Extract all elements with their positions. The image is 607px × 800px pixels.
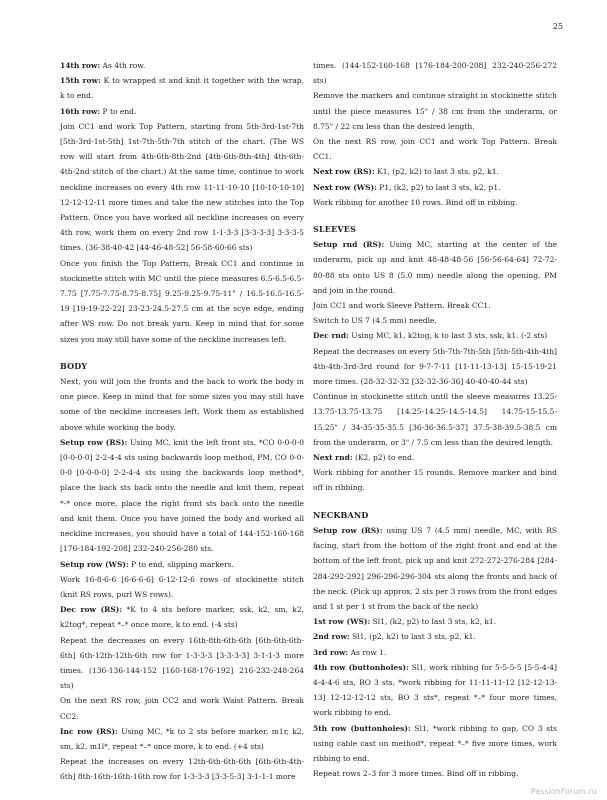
- paragraph: Once you finish the Top Pattern, Break CC1 and continue in stockinette stitch with MC until the piece measures 6.5-6.5-6.5-7.75 [7.75-7.75-8.75-8.75] 9.25-9.25-9.75-11" / 16.5-16.5-16.5-19 [19-19-22-22] 23-23-24.5-27.5 cm at the scye edge, ending after WS row. Do not break yarn. Keep in mind that for some sizes you may still have some of the neckline increases left.: [60, 258, 304, 344]
- paragraph: Repeat rows 2–3 for 3 more times. Bind off in ribbing.: [313, 769, 519, 779]
- paragraph: Inc row (RS): Using MC, *k to 2 sts before marker, m1r, k2, sm, k2, m1l*, repeat *–* once more, k to end. (+4 sts): [60, 726, 304, 751]
- watermark: PassionForum.ru: [530, 787, 597, 796]
- paragraph: Repeat the increases on every 12th-6th-6th-6th [6th-6th-4th-6th] 8th-16th-16th-16th row for 1-3-3-3 [3-3-5-3] 3-1-1-1 more: [60, 757, 304, 782]
- section-heading-sleeves: SLEEVES: [313, 224, 357, 235]
- paragraph: Join CC1 and work Top Pattern, starting from 5th-3rd-1st-7th [5th-3rd-1st-5th] 1st-7th-5th-7th stitch of the chart. (The WS row will start from 4th-6th-8th-2nd [4th-6th-8th-4th] 4th-6th-4th-2nd stitch of the chart.) At the same time, continue to work neckline increases on every 4th row 11-11-10-10 [10-10-10-10] 12-12-12-11 more times and take the new stitches into the Top Pattern. Once you have worked all neckline increases on every 4th row, work them on every 2nd row 1-1-3-3 [3-3-3-3] 3-3-3-5 times. (36-38-40-42 [44-46-48-52] 56-58-60-66 sts): [60, 121, 304, 253]
- section-heading-neckband: NECKBAND: [313, 509, 369, 520]
- paragraph: times. (144-152-160-168 [176-184-200-208] 232-240-256-272 sts): [313, 61, 557, 86]
- paragraph: Next row (RS): K1, (p2, k2) to last 3 sts, p2, k1.: [313, 167, 499, 177]
- paragraph: Continue in stockinette stitch until the sleeve measures 13.25-13.75-13.75-13.75 [14.25-14.25-14.5-14.5] 14.75-15-15.5-15.25" / 34-35-35-35.5 [36-36-36.5-37] 37.5-38-39.5-38.5 cm from the underarm, or 3" / 7.5 cm less than the desired length.: [313, 392, 557, 447]
- paragraph: Next, you will join the fronts and the back to work the body in one piece. Keep in mind that for some sizes you may still have some of the neckline increases left. Work them as established above while working the body.: [60, 377, 304, 432]
- paragraph: Repeat the decreases on every 16th-8th-6th-6th [6th-6th-6th-6th] 6th-12th-12th-6th row for 1-3-3-3 [3-3-3-3] 3-1-1-3 more times. (136-136-144-152 [160-168-176-192] 216-232-248-264 sts): [60, 635, 304, 691]
- paragraph: Switch to US 7 (4.5 mm) needle.: [313, 316, 437, 326]
- paragraph: Setup row (WS): P to end, slipping markers.: [60, 559, 234, 569]
- paragraph: Repeat the decreases on every 5th-7th-7th-5th [5th-5th-4th-4th] 4th-4th-3rd-3rd round for 9-7-7-11 [11-11-13-13] 15-15-19-21 more times. (28-32-32-32 [32-32-36-36] 40-40-40-44 sts): [313, 346, 557, 387]
- paragraph: On the next RS row, join CC1 and work Top Pattern. Break CC1.: [313, 137, 557, 162]
- paragraph: Remove the markers and continue straight in stockinette stitch until the piece measures 15" / 38 cm from the underarm, or 8.75" / 22 cm less than the desired length.: [313, 91, 557, 131]
- paragraph: 5th row (buttonholes): Sl1, *work ribbing to gap, CO 3 sts using cable cast on method*, repeat *–* five more times, work ribbing to end.: [313, 723, 557, 763]
- paragraph: Next row (WS): P1, (k2, p2) to last 3 sts, k2, p1.: [313, 182, 501, 192]
- paragraph: Next rnd: (K2, p2) to end.: [313, 453, 415, 463]
- paragraph: Setup row (RS): using US 7 (4.5 mm) needle, MC, with RS facing, start from the bottom of the right front and end at the bottom of the left front, pick up and knit 272-272-276-284 [284-284-292-292] 296-296-296-304 sts along the fronts and back of the neck. (Pick up approx. 2 sts per 3 rows from the front edges and 1 st per 1 st from the back of the neck): [313, 525, 557, 611]
- paragraph: 4th row (buttonholes): Sl1, work ribbing for 5-5-5-5 [5-5-4-4] 4-4-4-6 sts, BO 3 sts, *work ribbing for 11-11-11-12 [12-12-13-13] 12-12-12-12 sts, BO 3 sts*, repeat *–* four more times, work ribbing to end.: [313, 662, 557, 718]
- paragraph: 14th row: As 4th row.: [60, 61, 146, 70]
- paragraph: Setup rnd (RS): Using MC, starting at the center of the underarm, pick up and knit 48-48-48-56 [56-56-64-64] 72-72-80-88 sts onto US 8 (5.0 mm) needle along the opening, PM and join in the round.: [313, 240, 557, 295]
- paragraph: Work ribbing for another 15 rounds. Remove marker and bind off in ribbing.: [313, 468, 557, 493]
- paragraph: 16th row: P to end.: [60, 106, 137, 116]
- paragraph: 15th row: K to wrapped st and knit it together with the wrap, k to end.: [60, 76, 304, 101]
- page-number: 25: [552, 22, 563, 31]
- left-column: [60, 58, 304, 785]
- paragraph: 1st row (WS): Sl1, (k2, p2) to last 3 sts, k2, k1.: [313, 617, 497, 627]
- paragraph: Work 16-8-6-6 [6-6-6-6] 6-12-12-6 rows of stockinette stitch (knit RS rows, purl WS rows).: [60, 574, 304, 599]
- paragraph: 3rd row: As row 1.: [313, 647, 387, 657]
- section-heading-body: BODY: [60, 360, 88, 371]
- paragraph: 2nd row: Sl1, (p2, k2) to last 3 sts, p2, k1.: [313, 632, 476, 642]
- paragraph: Join CC1 and work Sleeve Pattern. Break CC1.: [313, 301, 491, 311]
- paragraph: Dec row (RS): *K to 4 sts before marker, ssk, k2, sm, k2, k2tog*, repeat *–* once more, k to end. (-4 sts): [60, 605, 304, 630]
- paragraph: Setup row (RS): Using MC, knit the left front sts, *CO 0-0-0-0 [0-0-0-0] 2-2-4-4 sts using backwards loop method, PM, CO 0-0-0-0 [0-0-0-0] 2-2-4-4 sts using the backwards loop method*, place the back sts back onto the needle and knit them, repeat *-* once more, place the right front sts back onto the needle and knit them. Once you have joined the body and worked all neckline increases, you should have a total of 144-152-160-168 [176-184-192-208] 232-240-256-280 sts.: [60, 437, 304, 554]
- paragraph: On the next RS row, join CC2 and work Waist Pattern. Break CC2.: [60, 696, 304, 721]
- right-column: [313, 58, 557, 781]
- paragraph: Dec rnd: Using MC, k1, k2tog, k to last 3 sts, ssk, k1. (-2 sts): [313, 331, 548, 341]
- paragraph: Work ribbing for another 10 rows. Bind off in ribbing.: [313, 197, 518, 207]
